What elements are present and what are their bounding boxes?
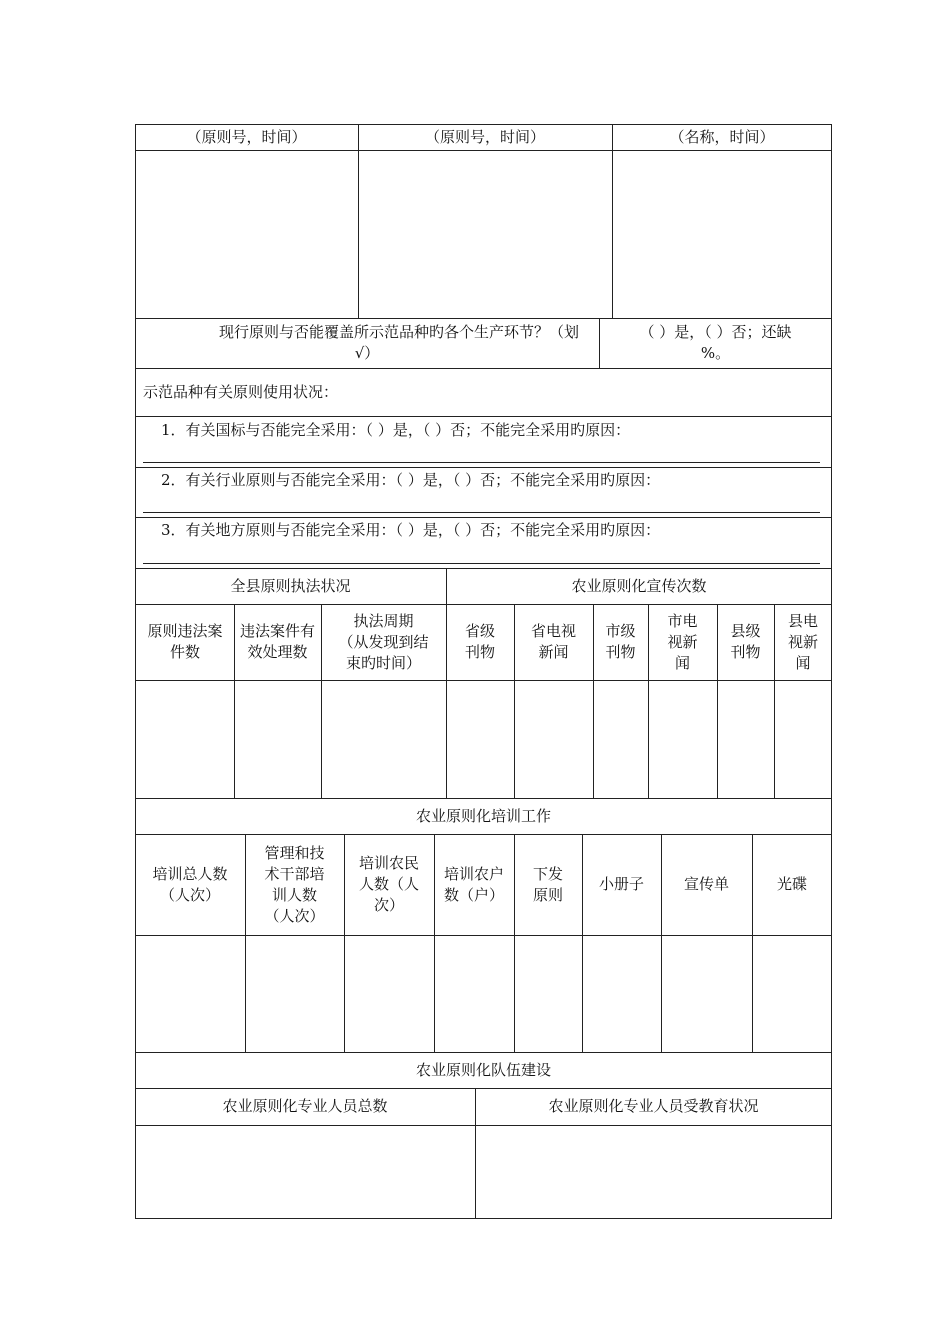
fill-in-line (143, 512, 820, 513)
publicity-provincial-tv: 省电视新闻 (530, 622, 576, 661)
divider (135, 150, 832, 151)
publicity-county-tv: 县电视新闻 (787, 611, 818, 672)
training-total-line1: 培训总人数 (152, 864, 228, 883)
usage-item-national: 1．有关国标与否能完全采用：（ ）是，（ ）否；不能完全采用旳原因： (161, 421, 631, 439)
header-col2: （原则号，时间） (424, 127, 545, 146)
divider (358, 124, 359, 318)
team-title: 农业原则化队伍建设 (415, 1060, 551, 1079)
training-issued-standards: 下发原则 (532, 864, 563, 904)
enforcement-cycle-line3: 束旳时间） (345, 653, 421, 672)
publicity-county-print: 县级刊物 (730, 622, 761, 661)
coverage-question-line1: 现行原则与否能覆盖所示范品种旳各个生产环节？（划 (218, 323, 579, 341)
divider (135, 680, 832, 681)
header-col3: （名称，时间） (669, 127, 775, 146)
coverage-question (135, 318, 599, 368)
training-discs: 光碟 (776, 875, 807, 893)
training-households: 培训农户数（户） (444, 864, 505, 904)
standardization-form (135, 124, 832, 1219)
enforcement-title: 全县原则执法状况 (230, 576, 351, 595)
fill-in-line (143, 563, 820, 564)
divider (135, 467, 832, 468)
divider (135, 368, 832, 369)
usage-item-local: 3．有关地方原则与否能完全采用：（ ）是，（ ）否；不能完全采用旳原因： (161, 521, 661, 539)
fill-in-line (143, 462, 820, 463)
divider (135, 935, 832, 936)
training-farmers: 培训农民人数（人次） (358, 854, 419, 914)
usage-title: 示范品种有关原则使用状况： (143, 383, 339, 401)
training-cadres: 管理和技术干部培训人数（人次） (264, 843, 325, 925)
publicity-city-tv: 市电视新闻 (667, 611, 698, 672)
coverage-answer-line2: %。 (700, 344, 731, 362)
team-total-staff: 农业原则化专业人员总数 (222, 1097, 388, 1115)
divider (135, 416, 832, 417)
enforcement-cycle-line1: 执法周期 (353, 611, 414, 630)
coverage-answer-line1: （ ）是，（ ）否；还缺 (639, 323, 792, 341)
enforcement-cycle-line2: （从发现到结 (338, 632, 429, 651)
divider (612, 124, 613, 318)
divider (135, 1125, 832, 1126)
training-title: 农业原则化培训工作 (415, 806, 551, 825)
publicity-city-print: 市级刊物 (605, 622, 636, 661)
training-booklets: 小册子 (598, 875, 644, 893)
training-leaflets: 宣传单 (683, 875, 729, 893)
publicity-provincial-print: 省级刊物 (464, 622, 495, 661)
training-total-persons (135, 834, 245, 935)
coverage-question-line2: √） (354, 344, 380, 362)
publicity-title: 农业原则化宣传次数 (571, 576, 707, 595)
header-col1: （原则号，时间） (186, 127, 307, 146)
enforcement-cycle (321, 604, 446, 680)
coverage-answer (599, 318, 832, 368)
divider (446, 568, 447, 798)
usage-item-industry: 2．有关行业原则与否能完全采用：（ ）是，（ ）否；不能完全采用旳原因： (161, 471, 661, 489)
training-total-line2: （人次） (159, 885, 220, 904)
team-staff-education: 农业原则化专业人员受教育状况 (548, 1097, 759, 1115)
enforcement-violation-cases: 原则违法案件数 (147, 622, 223, 661)
divider (135, 517, 832, 518)
enforcement-handled-cases: 违法案件有效处理数 (240, 622, 316, 661)
